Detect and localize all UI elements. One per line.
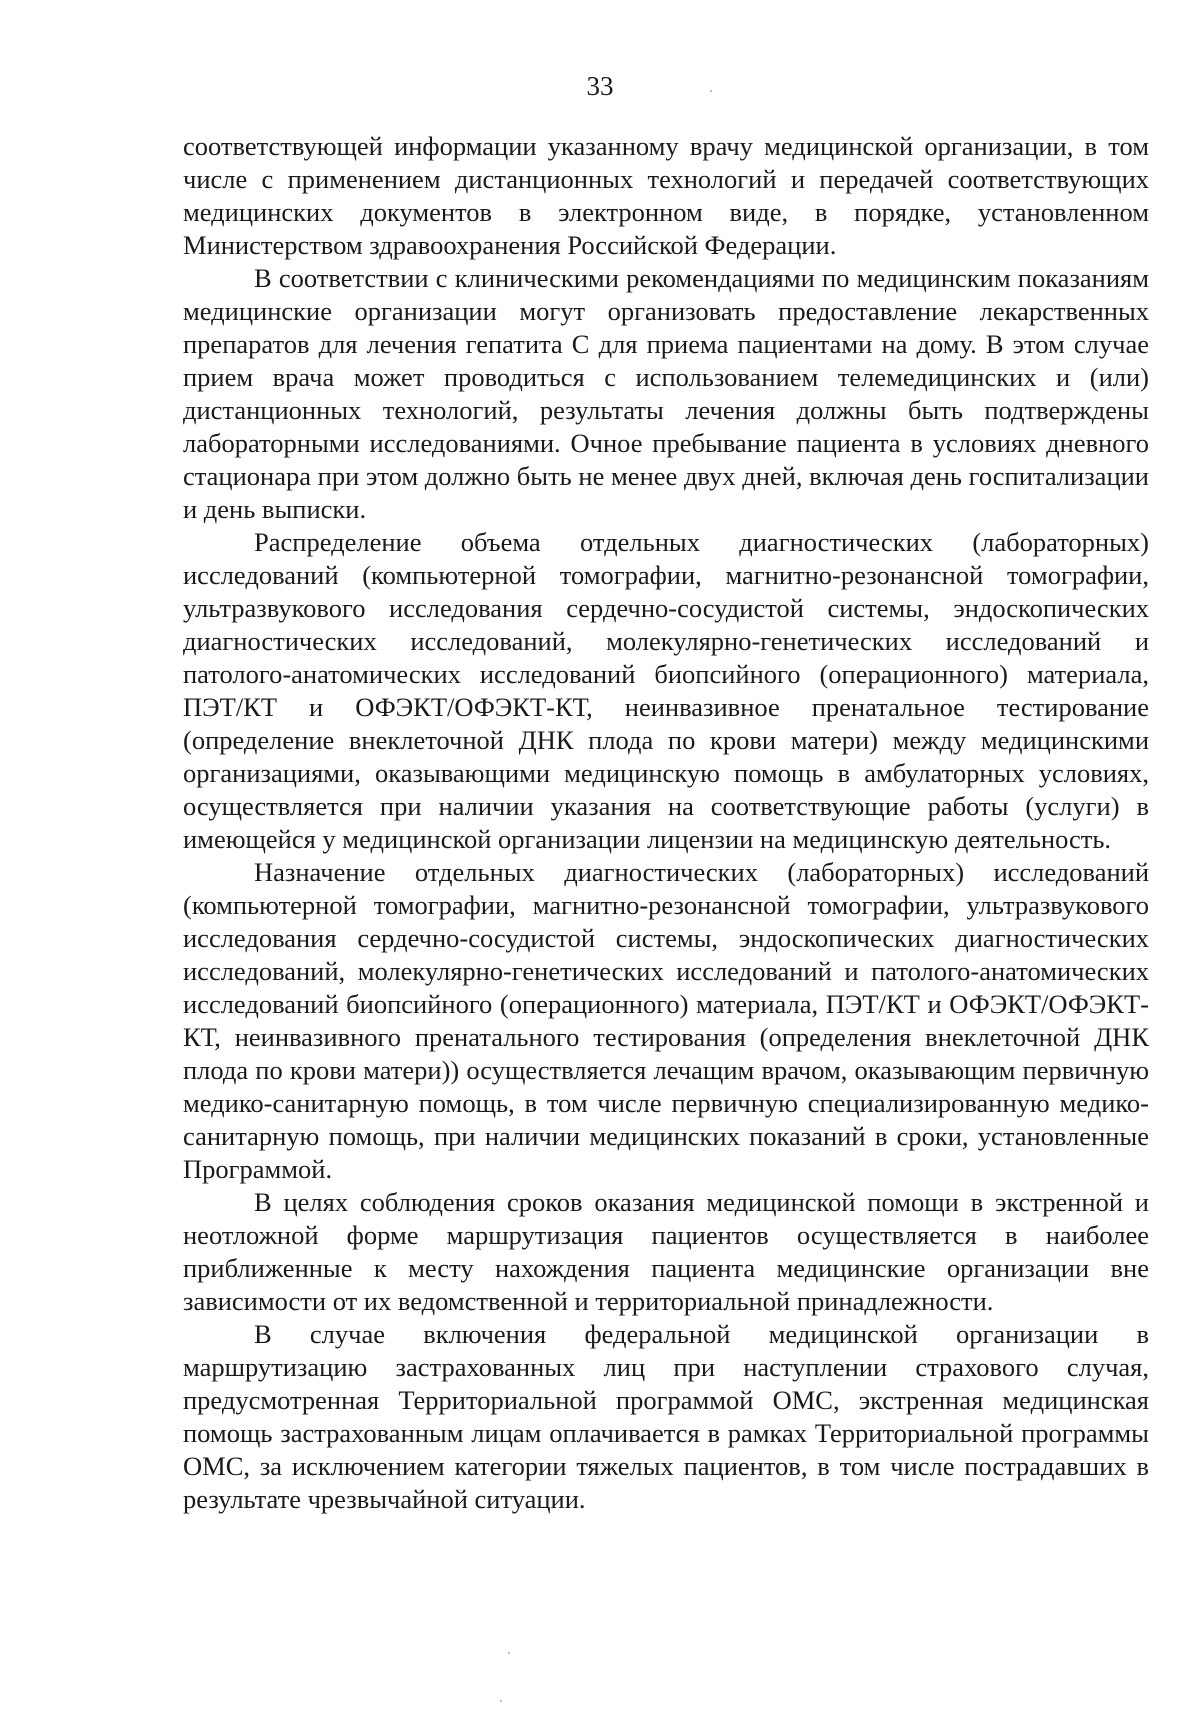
paragraph: Назначение отдельных диагностических (лабораторных) исследований (компьютерной томографии, магнитно-резонансной томографии, ультразвукового исследования сердечно-сосудистой системы, эндоскопических диагностических исследований, молекулярно-генетических исследований и патолого-анатомических исследований биопсийного (операционного) материала, ПЭТ/КТ и ОФЭКТ/ОФЭКТ-КТ, неинвазивного пренатального тестирования (определения внеклеточной ДНК плода по крови матери)) осуществляется лечащим врачом, оказывающим первичную медико-санитарную помощь, в том числе первичную специализированную медико-санитарную помощь, при наличии медицинских показаний в сроки, установленные Программой. [183,857,1149,1184]
scan-speck [710,90,712,92]
document-body [183,130,1149,1516]
scan-speck [500,1700,502,1702]
page-number: 33 [586,71,614,101]
paragraph: В случае включения федеральной медицинской организации в маршрутизацию застрахованных лиц при наступлении страхового случая, предусмотренная Территориальной программой ОМС, экстренная медицинская помощь застрахованным лицам оплачивается в рамках Территориальной программы ОМС, за исключением категории тяжелых пациентов, в том числе пострадавших в результате чрезвычайной ситуации. [183,1319,1149,1514]
paragraph: В целях соблюдения сроков оказания медицинской помощи в экстренной и неотложной форме маршрутизация пациентов осуществляется в наиболее приближенные к месту нахождения пациента медицинские организации вне зависимости от их ведомственной и территориальной принадлежности. [183,1187,1149,1316]
scan-speck [508,1652,510,1654]
paragraph: Распределение объема отдельных диагностических (лабораторных) исследований (компьютерной томографии, магнитно-резонансной томографии, ультразвукового исследования сердечно-сосудистой системы, эндоскопических диагностических исследований, молекулярно-генетических исследований и патолого-анатомических исследований биопсийного (операционного) материала, ПЭТ/КТ и ОФЭКТ/ОФЭКТ-КТ, неинвазивное пренатальное тестирование (определение внеклеточной ДНК плода по крови матери) между медицинскими организациями, оказывающими медицинскую помощь в амбулаторных условиях, осуществляется при наличии указания на соответствующие работы (услуги) в имеющейся у медицинской организации лицензии на медицинскую деятельность. [183,527,1149,854]
paragraph: соответствующей информации указанному врачу медицинской организации, в том числе с применением дистанционных технологий и передачей соответствующих медицинских документов в электронном виде, в порядке, установленном Министерством здравоохранения Российской Федерации. [183,131,1149,260]
paragraph: В соответствии с клиническими рекомендациями по медицинским показаниям медицинские организации могут организовать предоставление лекарственных препаратов для лечения гепатита С для приема пациентами на дому. В этом случае прием врача может проводиться с использованием телемедицинских и (или) дистанционных технологий, результаты лечения должны быть подтверждены лабораторными исследованиями. Очное пребывание пациента в условиях дневного стационара при этом должно быть не менее двух дней, включая день госпитализации и день выписки. [183,263,1149,524]
